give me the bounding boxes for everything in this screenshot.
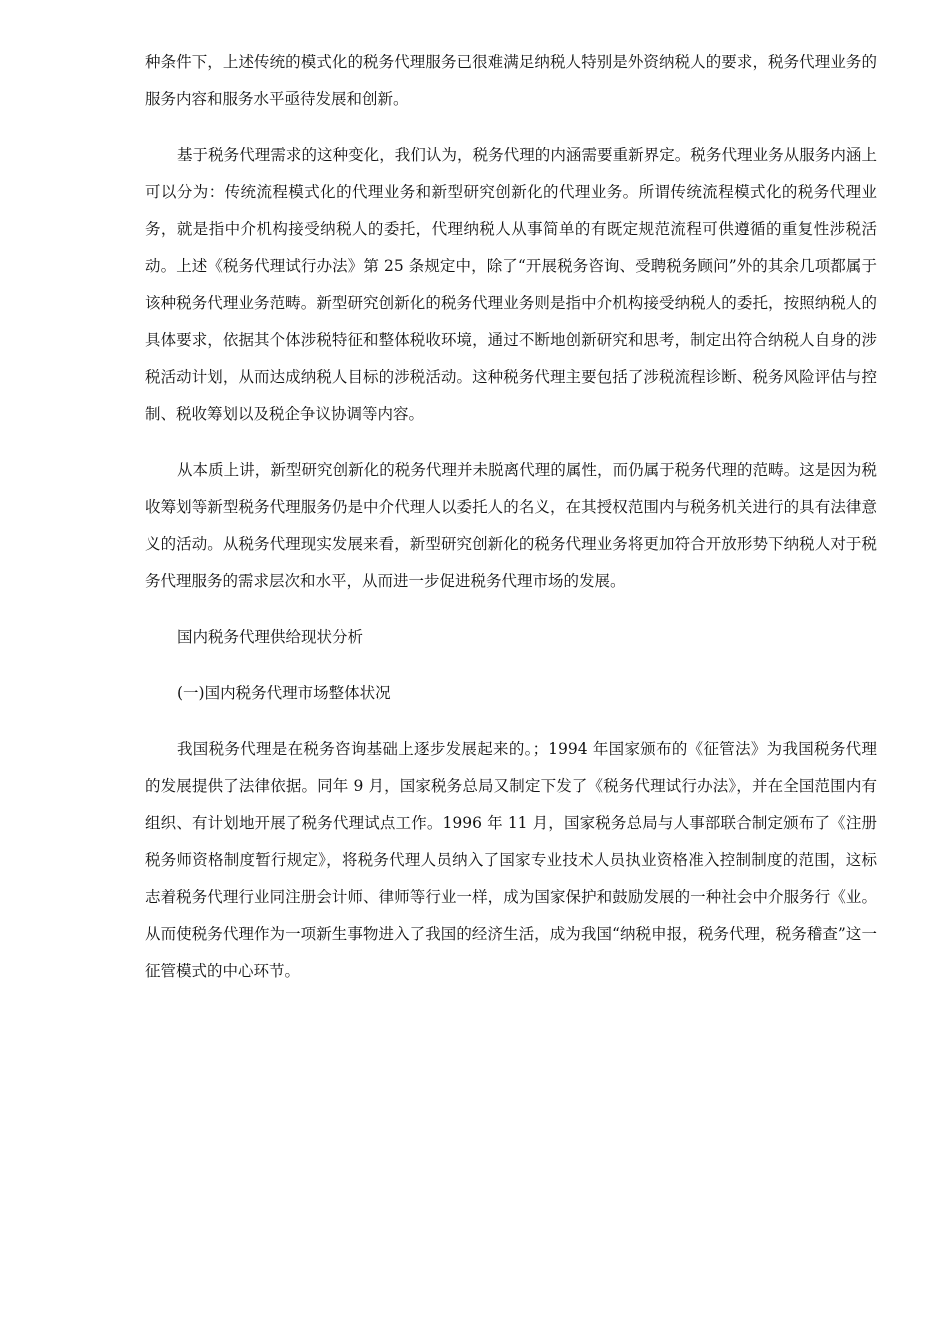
paragraph-redefinition: 基于税务代理需求的这种变化，我们认为，税务代理的内涵需要重新界定。税务代理业务从服务内涵上可以分为：传统流程模式化的代理业务和新型研究创新化的代理业务。所谓传统流程模式化的税务代理业务，就是指中介机构接受纳税人的委托，代理纳税人从事简单的有既定规范流程可供遵循的重复性涉税活动。上述《税务代理试行办法》第 25 条规定中，除了“开展税务咨询、受聘税务顾问”外的其余几项都属于该种税务代理业务范畴。新型研究创新化的税务代理业务则是指中介机构接受纳税人的委托，按照纳税人的具体要求，依据其个体涉税特征和整体税收环境，通过不断地创新研究和思考，制定出符合纳税人自身的涉税活动计划，从而达成纳税人目标的涉税活动。这种税务代理主要包括了涉税流程诊断、税务风险评估与控制、税收筹划以及税企争议协调等内容。 (145, 146, 877, 423)
document-body (145, 44, 877, 990)
paragraph-history: 我国税务代理是在税务咨询基础上逐步发展起来的。；1994 年国家颁布的《征管法》为我国税务代理的发展提供了法律依据。同年 9 月，国家税务总局又制定下发了《税务代理试行办法》，并在全国范围内有组织、有计划地开展了税务代理试点工作。1996 年 11 月，国家税务总局与人事部联合制定颁布了《注册税务师资格制度暂行规定》，将税务代理人员纳入了国家专业技术人员执业资格准入控制制度的范围，这标志着税务代理行业同注册会计师、律师等行业一样，成为国家保护和鼓励发展的一种社会中介服务行《业。从而使税务代理作为一项新生事物进入了我国的经济生活，成为我国“纳税申报，税务代理，税务稽查”这一征管模式的中心环节。 (145, 740, 877, 980)
section-heading: 国内税务代理供给现状分析 (177, 628, 364, 646)
paragraph-essence: 从本质上讲，新型研究创新化的税务代理并未脱离代理的属性，而仍属于税务代理的范畴。这是因为税收筹划等新型税务代理服务仍是中介代理人以委托人的名义，在其授权范围内与税务机关进行的具有法律意义的活动。从税务代理现实发展来看，新型研究创新化的税务代理业务将更加符合开放形势下纳税人对于税务代理服务的需求层次和水平，从而进一步促进税务代理市场的发展。 (145, 461, 877, 590)
subsection-heading: (一)国内税务代理市场整体状况 (177, 684, 391, 702)
paragraph-continued: 种条件下，上述传统的模式化的税务代理服务已很难满足纳税人特别是外资纳税人的要求，税务代理业务的服务内容和服务水平亟待发展和创新。 (145, 53, 877, 108)
